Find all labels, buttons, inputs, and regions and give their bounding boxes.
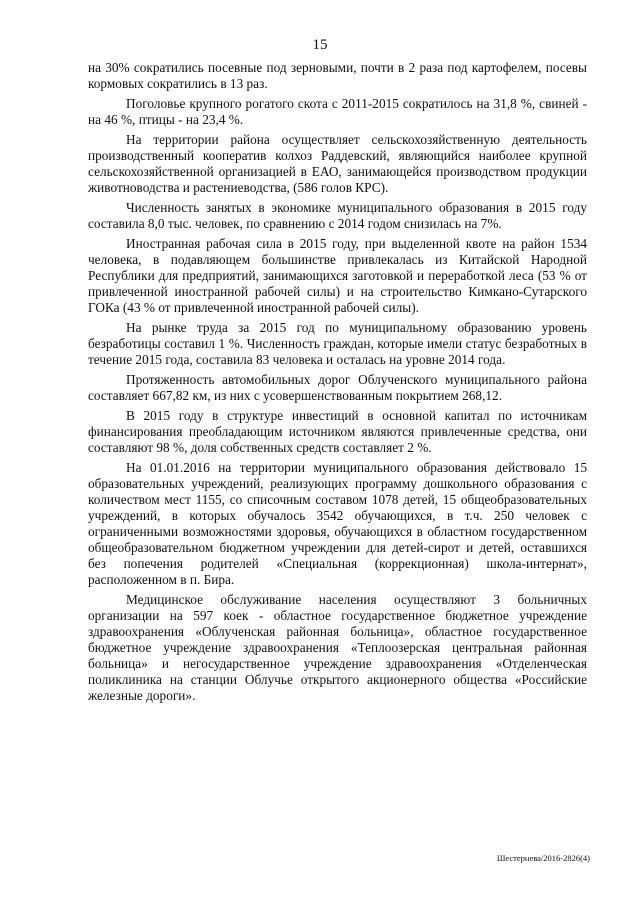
paragraph: на 30% сократились посевные под зерновыми, почти в 2 раза под картофелем, посевы кормовых сократились в 13 раз. [88,60,587,91]
paragraph: Протяженность автомобильных дорог Облученского муниципального района составляет 667,82 км, из них с усовершенствованным покрытием 268,12. [88,372,587,403]
paragraph: На рынке труда за 2015 год по муниципальному образованию уровень безработицы составил 1 %. Численность граждан, которые имели статус безработных в течение 2015 года, составила 83 человека и осталась на уровне 2014 года. [88,320,587,367]
paragraph: На 01.01.2016 на территории муниципального образования действовало 15 образовательных учреждений, реализующих программу дошкольного образования с количеством мест 1155, со списочным составом 1078 детей, 15 общеобразовательных учреждений, в которых обучалось 3542 обучающихся, в т.ч. 250 человек с ограниченными возможностями здоровья, обучающихся в областном государственном общеобразовательном бюджетном учреждении для детей-сирот и детей, оставшихся без попечения родителей «Специальная (коррекционная) школа-интернат», расположенном в п. Бира. [88,460,587,587]
paragraph: Иностранная рабочая сила в 2015 году, при выделенной квоте на район 1534 человека, в подавляющем большинстве привлекалась из Китайской Народной Республики для предприятий, занимающихся заготовкой и переработкой леса (53 % от привлеченной иностранной рабочей силы) и на строительство Кимкано-Сутарского ГОКа (43 % от привлеченной иностранной рабочей силы). [88,236,587,315]
paragraph: Численность занятых в экономике муниципального образования в 2015 году составила 8,0 тыс. человек, по сравнению с 2014 годом снизилась на 7%. [88,200,587,231]
paragraph: Медицинское обслуживание населения осуществляют 3 больничных организации на 597 коек - областное государственное бюджетное учреждение здравоохранения «Облученская районная больница», областное государственное бюджетное учреждение здравоохранения «Теплоозерская центральная районная больница» и негосударственное учреждение здравоохранения «Отделенческая поликлиника на станции Облучье открытого акционерного общества «Российские железные дороги». [88,592,587,703]
page-number: 15 [312,37,328,53]
footer-code: Шестернева/2016-2826(4) [496,853,590,863]
paragraph: В 2015 году в структуре инвестиций в основной капитал по источникам финансирования преобладающим источником являются привлеченные средства, они составляют 98 %, доля собственных средств составляет 2 %. [88,408,587,455]
paragraph: Поголовье крупного рогатого скота с 2011-2015 сократилось на 31,8 %, свиней - на 46 %, птицы - на 23,4 %. [88,96,587,127]
paragraph: На территории района осуществляет сельскохозяйственную деятельность производственный кооператив колхоз Раддевский, являющийся наиболее крупной сельскохозяйственной организацией в ЕАО, занимающейся производством продукции животноводства и растениеводства, (586 голов КРС). [88,132,587,195]
document-body [88,60,587,708]
